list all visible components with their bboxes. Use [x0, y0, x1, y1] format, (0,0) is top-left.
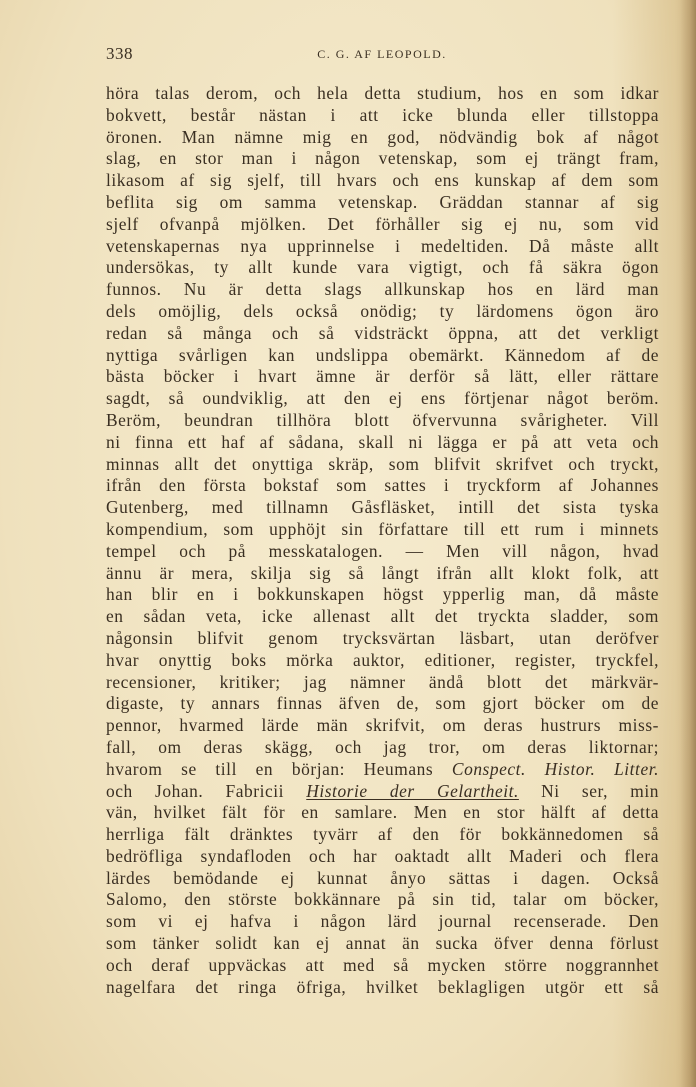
- text-line: han blir en i bokkunskapen högst ypperlig man, då måste: [106, 584, 659, 605]
- text-line: nagelfara det ringa öfriga, hvilket beklagligen utgör ett så: [106, 976, 659, 997]
- text-line: lärdes bemödande ej kunnat ånyo sättas i dagen. Också: [106, 867, 659, 888]
- text-fragment: och Johan. Fabricii: [106, 780, 307, 801]
- text-line: fall, om deras skägg, och jag tror, om deras liktornar;: [106, 736, 659, 757]
- text-line: digaste, ty annars finnas äfven de, som gjort böcker om de: [106, 693, 659, 714]
- text-fragment: hvarom se till en början: Heumans: [106, 758, 452, 779]
- text-line: sagdt, så oundviklig, att den ej ens förtjenar något beröm.: [106, 388, 659, 409]
- body-text: [106, 83, 659, 998]
- text-line: redan så många och så vidsträckt öppna, att det verkligt: [106, 322, 659, 343]
- page-number: 338: [106, 44, 133, 63]
- text-line: sjelf ofvanpå mjölken. Det förhåller sig ej nu, som vid: [106, 213, 659, 234]
- text-line: vetenskapernas nya upprinnelse i medeltiden. Då måste allt: [106, 235, 659, 256]
- text-line: kompendium, som upphöjt sin författare till ett rum i minnets: [106, 518, 659, 539]
- text-line: beflita sig om samma vetenskap. Gräddan stannar af sig: [106, 191, 659, 212]
- italic-title-conspect: Conspect. Histor. Litter.: [451, 758, 659, 779]
- text-line: som vi ej hafva i någon lärd journal recenserade. Den: [106, 911, 659, 932]
- text-line: recensioner, kritiker; jag nämner ändå blott det märkvär-: [106, 671, 659, 692]
- text-line: hvar onyttig boks mörka auktor, editioner, register, tryckfel,: [106, 649, 659, 670]
- page-edge-shadow: [680, 0, 696, 1087]
- text-line: funnos. Nu är detta slags allkunskap hos en lärd man: [106, 279, 659, 300]
- italic-title-historie: Historie der Gelartheit.: [306, 780, 519, 801]
- text-line: nyttiga svårligen kan undslippa obemärkt. Kännedom af de: [106, 344, 659, 365]
- text-line: som tänker solidt kan ej annat än sucka öfver denna förlust: [106, 933, 659, 954]
- text-line: Beröm, beundran tillhöra blott öfvervunna svårigheter. Vill: [106, 409, 659, 430]
- text-line: bokvett, består nästan i att icke blunda eller tillstoppa: [106, 104, 659, 125]
- text-line: höra talas derom, och hela detta studium, hos en som idkar: [106, 83, 659, 103]
- text-line-fabricius: [106, 781, 659, 803]
- text-line: likasom af sig sjelf, till hvars och ens kunskap af dem som: [106, 170, 659, 191]
- text-line: undersökas, ty allt kunde vara vigtigt, och få säkra ögon: [106, 257, 659, 278]
- text-line: någonsin blifvit genom trycksvärtan läsbart, utan deröfver: [106, 627, 659, 648]
- text-line: vän, hvilket fält för en samlare. Men en stor hälft af detta: [106, 802, 659, 823]
- text-line: tempel och på messkatalogen. — Men vill någon, hvad: [106, 540, 659, 561]
- text-line: ni finna ett haf af sådana, skall ni lägga er på att veta och: [106, 431, 659, 452]
- page-header: [106, 44, 658, 64]
- text-line: pennor, hvarmed lärde män skrifvit, om deras hustrurs miss-: [106, 715, 659, 736]
- text-line: slag, en stor man i någon vetenskap, som ej trängt fram,: [106, 148, 659, 169]
- text-line: herrliga fält dränktes tyvärr af den för bokkännedomen så: [106, 824, 659, 845]
- text-line: bästa böcker i hvart ämne är derför så lätt, eller rättare: [106, 366, 659, 387]
- text-line: Gutenberg, med tillnamn Gåsfläsket, intill det sista tyska: [106, 497, 659, 518]
- text-line: ifrån den första bokstaf som sattes i tryckform af Johannes: [106, 475, 659, 496]
- text-fragment: Ni ser, min: [518, 780, 659, 801]
- text-line: dels omöjlig, dels också onödig; ty lärdomens ögon äro: [106, 300, 659, 321]
- text-line: bedröfliga syndafloden och har oaktadt allt Maderi och flera: [106, 845, 659, 866]
- text-line: en sådan veta, icke allenast allt det tryckta sladder, som: [106, 606, 659, 627]
- text-line: öronen. Man nämne mig en god, nödvändig bok af något: [106, 126, 659, 147]
- text-line: ännu är mera, skilja sig så långt ifrån allt klokt folk, att: [106, 562, 659, 583]
- text-line-heumann: [106, 759, 659, 781]
- text-line: minnas allt det onyttiga skräp, som blifvit skrifvet och tryckt,: [106, 453, 659, 474]
- text-line: Salomo, den störste bokkännare på sin tid, talar om böcker,: [106, 889, 659, 910]
- running-head: C. G. AF LEOPOLD.: [317, 47, 447, 61]
- text-line: och deraf uppväckas att med så mycken större noggrannhet: [106, 954, 659, 975]
